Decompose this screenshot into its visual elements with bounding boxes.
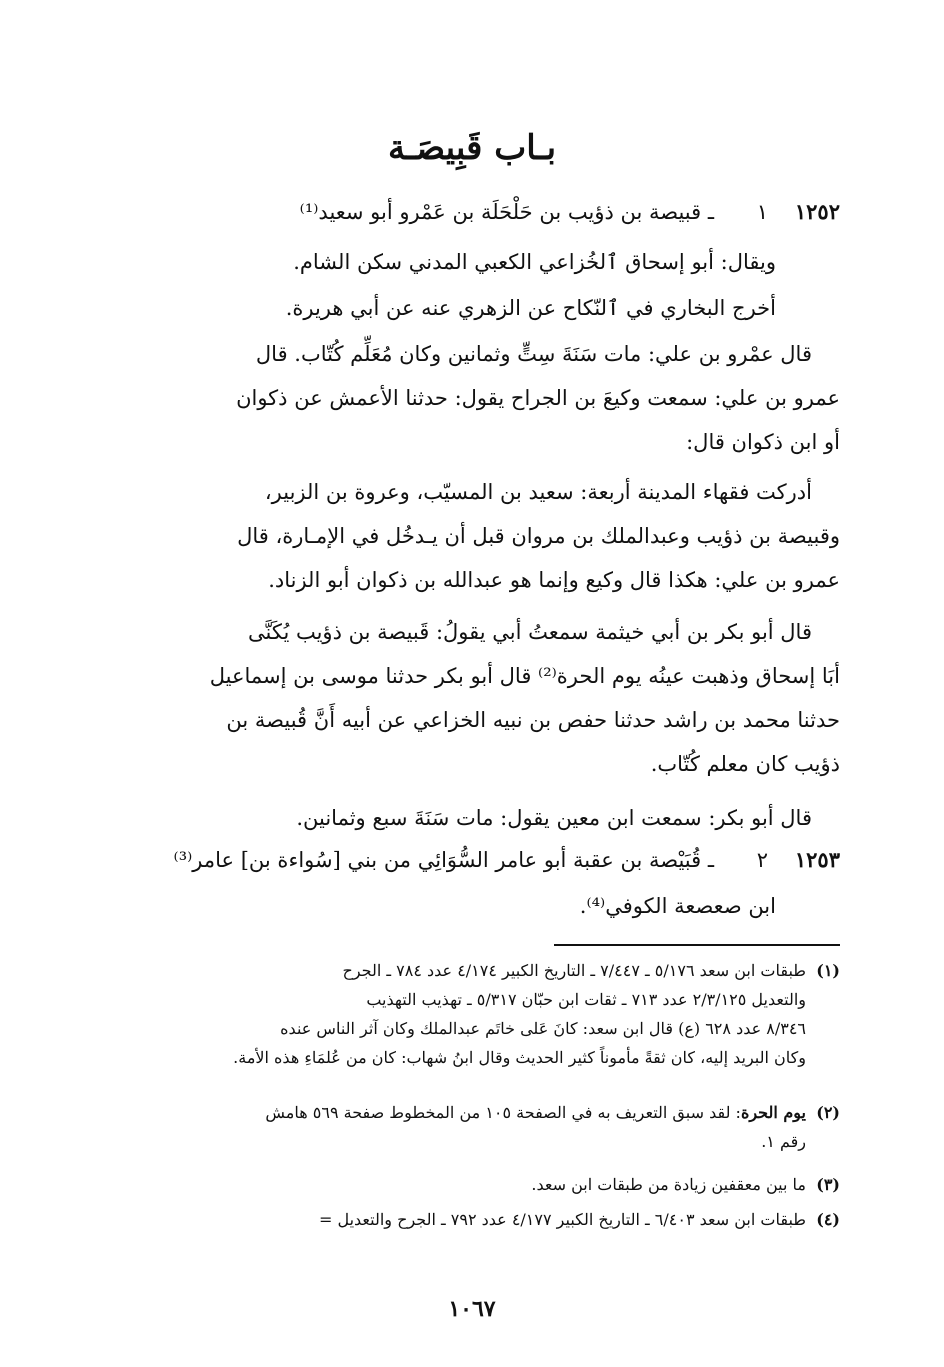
entry-heading-1252 — [140, 190, 840, 234]
footnote-divider — [554, 944, 840, 946]
footnote-marker: (١) — [816, 961, 840, 980]
footnote-3 — [140, 1170, 840, 1199]
page-number: ١٠٦٧ — [448, 1296, 496, 1322]
text-line: أو ابن ذكوان قال: — [686, 430, 840, 454]
entry-line: ويقال: أبو إسحاق ٱلخُزاعي الكعبي المدني سكن الشام. — [293, 250, 776, 274]
text-line: وقبيصة بن ذؤيب وعبدالملك بن مروان قبل أن يـدخُل في الإمـارة، قال — [237, 524, 840, 548]
text-line: أدركت فقهاء المدينة أربعة: سعيد بن المسيّب، وعروة بن الزبير، — [264, 480, 812, 504]
footnote-text: ما بين معقفين زيادة من طبقات ابن سعد. — [531, 1175, 806, 1194]
text-line: قال أبو بكر بن أبي خيثمة سمعتُ أبي يقولُ: قَبيصة بن ذؤيب يُكَنَّى — [248, 620, 812, 644]
text-line: ذؤيب كان معلم كُتّاب. — [650, 752, 840, 776]
footnote-2 — [140, 1098, 840, 1156]
entry-line: ابن صعصعة الكوفي⁽⁴⁾. — [579, 894, 776, 918]
footnote-marker: (٤) — [816, 1210, 840, 1229]
text-line: قال عمْرو بن علي: مات سَنَةَ سِتٍّ وثمانين وكان مُعَلِّم كُتّاب. قال — [255, 342, 812, 366]
footnote-text: ٨/٣٤٦ عدد ٦٢٨ (ع) قال ابن سعد: كانَ عَلى خاتَم عبدالملك وكان آثر الناس عنده — [280, 1019, 806, 1038]
paragraph — [140, 470, 840, 602]
chapter-title: بـاب قَبِيصَـة — [387, 128, 557, 168]
entry-number: ١٢٥٣ — [794, 847, 840, 872]
paragraph — [140, 610, 840, 786]
entry-heading-1253 — [140, 838, 840, 882]
footnote-marker: (٢) — [816, 1103, 840, 1122]
text-line: عمرو بن علي: هكذا قال وكيع وإنما هو عبدالله بن ذكوان أبو الزناد. — [268, 568, 840, 592]
footnote-text: رقم ١. — [761, 1132, 806, 1151]
entry-heading-text: ـ قُبَيْصة بن عقبة أبو عامر السُّوَائِي من بني [سُواءة بن] عامر⁽³⁾ — [173, 848, 714, 872]
text-line: قال أبو بكر: سمعت ابن معين يقول: مات سَنَةَ سبع وثمانين. — [296, 806, 812, 830]
footnote-term: يوم الحرة — [740, 1103, 806, 1122]
text-line: حدثنا محمد بن راشد حدثنا حفص بن نبيه الخزاعي عن أبيه أَنَّ قُبيصة بن — [226, 708, 840, 732]
entry-subnumber: ١ — [756, 200, 768, 224]
entry-subnumber: ٢ — [756, 848, 768, 872]
footnote-text: والتعديل ٢/٣/١٢٥ عدد ٧١٣ ـ ثقات ابن حبّان ٥/٣١٧ ـ تهذيب التهذيب — [366, 990, 806, 1009]
paragraph — [140, 796, 840, 840]
paragraph — [140, 332, 840, 464]
entry-number: ١٢٥٢ — [794, 199, 840, 224]
entry-heading-text: ـ قبيصة بن ذؤيب بن حَلْحَلَة بن عَمْرو أبو سعيد⁽¹⁾ — [299, 200, 714, 224]
footnote-text: طبقات ابن سعد ٥/١٧٦ ـ ٧/٤٤٧ ـ التاريخ الكبير ٤/١٧٤ عدد ٧٨٤ ـ الجرح — [342, 961, 806, 980]
footnote-marker: (٣) — [816, 1175, 840, 1194]
text-line: أبَا إسحاق وذهبت عينُه يوم الحرة⁽²⁾ قال أبو بكر حدثنا موسى بن إسماعيل — [209, 664, 840, 688]
footnote-text: طبقات ابن سعد ٦/٤٠٣ ـ التاريخ الكبير ٤/١٧٧ عدد ٧٩٢ ـ الجرح والتعديل = — [318, 1210, 806, 1229]
footnote-text: : لقد سبق التعريف به في الصفحة ١٠٥ من المخطوط صفحة ٥٦٩ هامش — [265, 1103, 741, 1122]
footnote-text: وكان البريد إليه، كان ثقةً مأموناً كثير الحديث وقال ابنُ شهاب: كان من عُلمَاءِ هذه الأمة. — [233, 1048, 806, 1067]
entry-line: أخرج البخاري في ٱلنّكاح عن الزهري عنه عن أبي هريرة. — [285, 296, 776, 320]
footnote-4 — [140, 1205, 840, 1234]
text-line: عمرو بن علي: سمعت وكيعَ بن الجراح يقول: حدثنا الأعمش عن ذكوان — [236, 386, 840, 410]
footnote-1 — [140, 956, 840, 1072]
